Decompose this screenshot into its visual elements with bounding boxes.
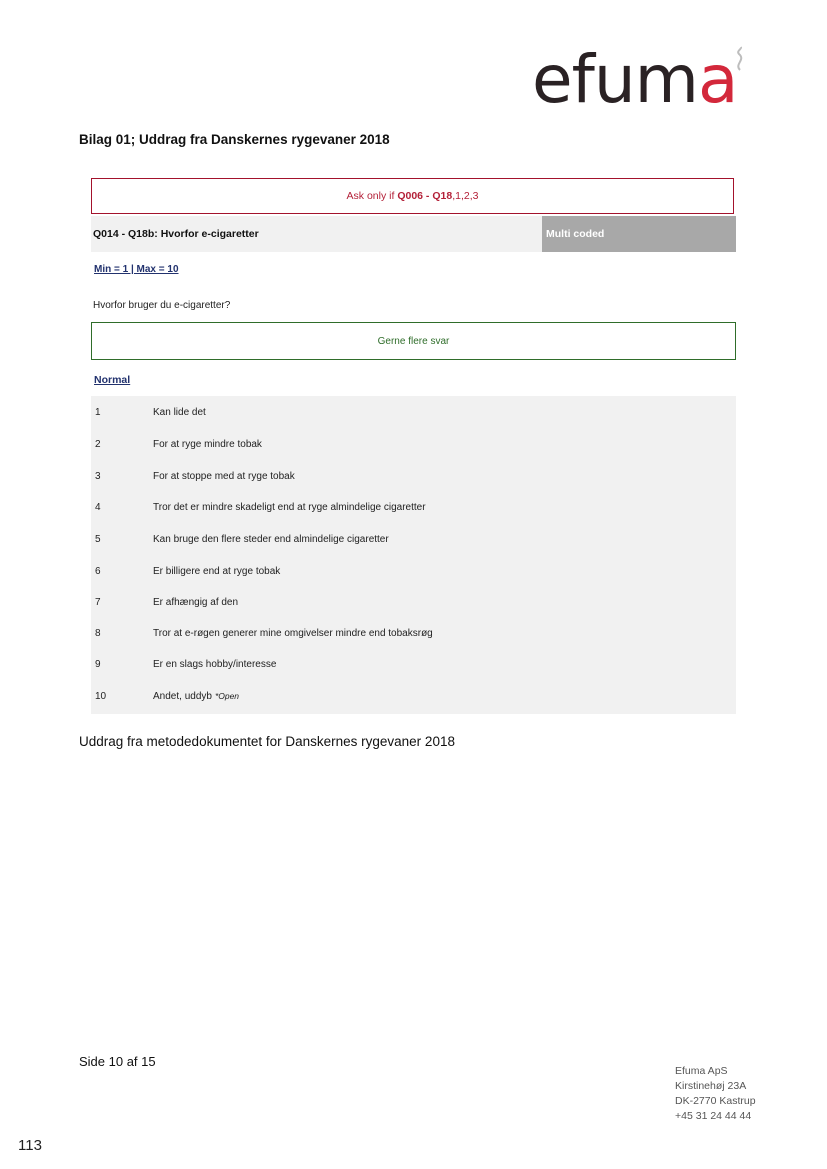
option-number: 3 — [95, 470, 101, 482]
logo-text: efum — [532, 41, 698, 118]
section-label-normal[interactable]: Normal — [94, 374, 131, 386]
option-number: 10 — [95, 690, 107, 702]
option-label: Er en slags hobby/interesse — [153, 658, 277, 670]
question-type-badge: Multi coded — [542, 216, 736, 252]
condition-suffix: ,1,2,3 — [452, 190, 479, 202]
question-header-row — [91, 216, 736, 252]
instruction-box — [91, 322, 736, 360]
option-label: For at ryge mindre tobak — [153, 438, 262, 450]
list-item — [91, 402, 736, 422]
option-number: 6 — [95, 565, 101, 577]
option-label: Er billigere end at ryge tobak — [153, 565, 281, 577]
question-id: Q014 - Q18b: Hvorfor e-cigaretter — [91, 216, 542, 252]
option-number: 4 — [95, 501, 101, 513]
list-item — [91, 623, 736, 643]
option-number: 7 — [95, 596, 101, 608]
option-label-text: Andet, uddyb — [153, 690, 212, 702]
question-text: Hvorfor bruger du e-cigaretter? — [93, 300, 231, 311]
option-label: Tror at e-røgen generer mine omgivelser mindre end tobaksrøg — [153, 627, 433, 639]
condition-bold: Q006 - Q18 — [397, 190, 453, 202]
option-label — [153, 691, 239, 702]
condition-prefix: Ask only if — [346, 190, 398, 202]
min-max-link[interactable]: Min = 1 | Max = 10 — [94, 264, 179, 275]
list-item — [91, 561, 736, 581]
instruction-text: Gerne flere svar — [377, 335, 450, 347]
option-number: 8 — [95, 627, 101, 639]
company-address — [675, 1064, 756, 1124]
option-label: Tror det er mindre skadeligt end at ryge almindelige cigaretter — [153, 501, 426, 513]
document-title: Bilag 01; Uddrag fra Danskernes rygevaner 2018 — [79, 132, 390, 147]
option-label: Er afhængig af den — [153, 596, 239, 608]
address-line: +45 31 24 44 44 — [675, 1110, 752, 1122]
open-answer-marker: *Open — [214, 690, 240, 701]
page-indicator: Side 10 af 15 — [79, 1054, 156, 1069]
option-number: 5 — [95, 533, 101, 545]
option-label: Kan bruge den flere steder end almindelige cigaretter — [153, 533, 389, 545]
list-item — [91, 686, 736, 706]
list-item — [91, 466, 736, 486]
page-number: 113 — [18, 1137, 42, 1154]
option-label: For at stoppe med at ryge tobak — [153, 470, 295, 482]
list-item — [91, 592, 736, 612]
option-number: 9 — [95, 658, 101, 670]
address-line: DK-2770 Kastrup — [675, 1095, 756, 1107]
list-item — [91, 434, 736, 454]
address-line: Kirstinehøj 23A — [675, 1080, 747, 1092]
option-label: Kan lide det — [153, 406, 206, 418]
efuma-logo — [532, 40, 762, 120]
condition-box — [91, 178, 734, 214]
list-item — [91, 654, 736, 674]
logo-accent-letter: a — [697, 41, 738, 118]
caption: Uddrag fra metodedokumentet for Danskernes rygevaner 2018 — [79, 734, 455, 749]
smoke-icon — [732, 46, 748, 72]
option-number: 1 — [95, 406, 101, 418]
options-list — [91, 396, 736, 714]
list-item — [91, 529, 736, 549]
list-item — [91, 497, 736, 517]
address-line: Efuma ApS — [675, 1065, 728, 1077]
option-number: 2 — [95, 438, 101, 450]
